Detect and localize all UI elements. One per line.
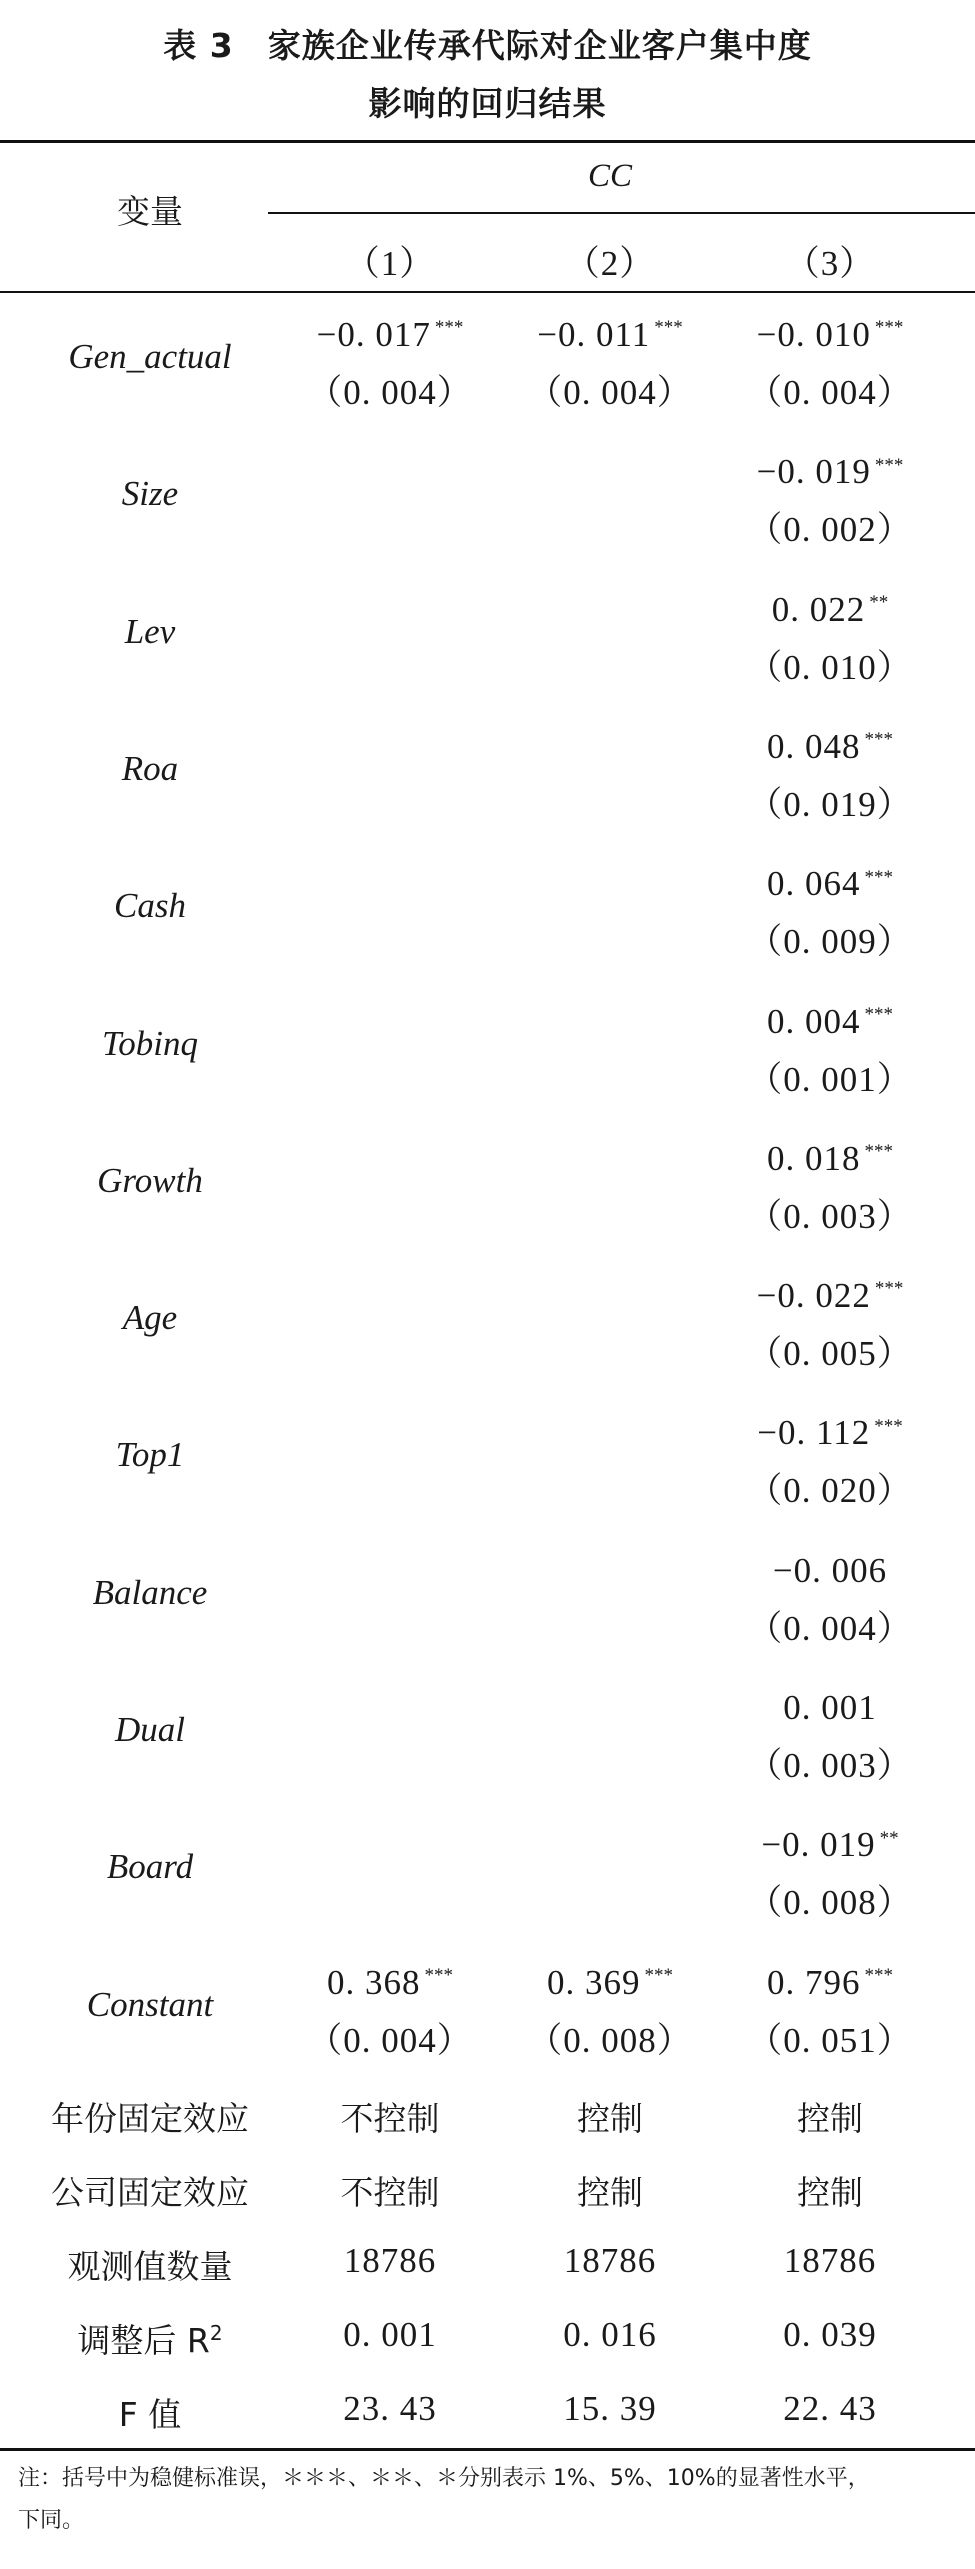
footer-row-label-text: 年份固定效应: [51, 2099, 249, 2138]
footer-row-label-text: 观测值数量: [67, 2247, 233, 2286]
table-note-line2: 下同。: [18, 2508, 85, 2533]
column-header-3: （3）: [784, 244, 876, 283]
variable-name: Constant: [86, 1984, 214, 2024]
table-note-line1: 注：括号中为稳健标准误，＊＊＊、＊＊、＊分别表示 1%、5%、10%的显著性水平，: [18, 2466, 870, 2491]
footer-value: 18786: [563, 2241, 657, 2280]
footer-value: 控制: [577, 2099, 643, 2138]
coefficient: [270, 315, 510, 355]
significance-stars: ***: [874, 1415, 903, 1437]
variable-name: Tobinq: [102, 1023, 198, 1063]
standard-error: （0. 008）: [527, 2020, 693, 2060]
significance-stars: ***: [424, 1964, 453, 1986]
footer-value: 22. 43: [783, 2389, 877, 2428]
standard-error: （0. 004）: [527, 373, 693, 412]
standard-error: （0. 020）: [747, 1471, 913, 1511]
standard-error: （0. 002）: [747, 510, 913, 550]
coefficient-value: −0. 006: [772, 1550, 888, 1590]
coefficient-value: −0. 010: [756, 315, 871, 354]
footer-row-label: [0, 2389, 300, 2436]
footer-value: 0. 016: [563, 2315, 657, 2354]
variable-name: Board: [106, 1847, 194, 1887]
coefficient: [710, 1413, 950, 1453]
header-bottom-rule: [0, 291, 975, 293]
coefficient-value: 0. 369: [547, 1962, 641, 2002]
significance-stars: **: [879, 1827, 899, 1849]
coefficient: [710, 1688, 950, 1728]
variable-name: Lev: [124, 611, 176, 651]
significance-stars: ***: [864, 1141, 893, 1163]
significance-stars: ***: [864, 729, 893, 751]
footer-row-label: [0, 2093, 300, 2140]
standard-error: （0. 008）: [747, 1883, 913, 1923]
standard-error: （0. 003）: [747, 1746, 913, 1785]
coefficient: [710, 590, 950, 630]
significance-stars: ***: [654, 317, 683, 339]
variable-name: Age: [122, 1298, 178, 1338]
coefficient: [490, 1963, 730, 2003]
footer-value: 控制: [797, 2099, 863, 2138]
column-header-1: （1）: [344, 244, 436, 283]
footer-value: 0. 001: [343, 2315, 437, 2354]
variable-name: Roa: [121, 748, 179, 788]
standard-error: （0. 004）: [307, 2020, 473, 2060]
significance-stars: **: [869, 591, 889, 613]
coefficient-value: −0. 019: [761, 1825, 876, 1865]
footer-value: 18786: [343, 2241, 437, 2280]
footer-value: 0. 039: [783, 2315, 877, 2354]
significance-stars: ***: [874, 317, 904, 339]
footer-row-label: [0, 2167, 300, 2214]
variable-name: Top1: [115, 1435, 185, 1475]
coefficient: [710, 727, 950, 767]
significance-stars: ***: [434, 317, 464, 339]
variable-name: Dual: [115, 1710, 185, 1749]
coefficient-value: 0. 064: [767, 864, 861, 904]
significance-stars: ***: [864, 1964, 893, 1986]
footer-value: 23. 43: [343, 2389, 437, 2428]
table-title-line1: 表 3 家族企业传承代际对企业客户集中度: [163, 26, 812, 65]
standard-error: （0. 009）: [747, 922, 913, 962]
variable-name: Balance: [92, 1572, 208, 1612]
coefficient: [490, 315, 730, 355]
coefficient-value: −0. 112: [757, 1413, 871, 1453]
variable-name: Growth: [97, 1160, 203, 1200]
footer-row-label-text: 调整后 R: [77, 2321, 210, 2360]
footer-value: 控制: [797, 2173, 863, 2212]
footer-value: 15. 39: [563, 2389, 657, 2428]
coefficient: [710, 1276, 950, 1316]
header-mid-rule: [268, 212, 975, 214]
coefficient-value: 0. 048: [767, 726, 861, 766]
coefficient-value: 0. 018: [767, 1138, 861, 1178]
superscript: 2: [209, 2321, 223, 2345]
standard-error: （0. 004）: [747, 1608, 913, 1648]
standard-error: （0. 004）: [307, 373, 473, 412]
coefficient-value: 0. 796: [767, 1962, 861, 2002]
standard-error: （0. 051）: [747, 2020, 913, 2060]
significance-stars: ***: [874, 1278, 904, 1300]
footer-row-label: [0, 2241, 300, 2288]
footer-row-label-text: 公司固定效应: [51, 2173, 249, 2212]
footer-row-label: [0, 2315, 300, 2362]
coefficient: [710, 452, 950, 492]
footer-value: 18786: [783, 2241, 877, 2280]
coefficient: [710, 1002, 950, 1042]
coefficient: [270, 1963, 510, 2003]
variable-name: Cash: [114, 886, 186, 926]
coefficient-value: −0. 019: [756, 452, 871, 492]
coefficient-value: 0. 022: [771, 589, 866, 629]
coefficient: [710, 1139, 950, 1179]
footer-value: 不控制: [340, 2099, 440, 2138]
coefficient-value: 0. 368: [327, 1962, 421, 2002]
significance-stars: ***: [644, 1964, 673, 1986]
standard-error: （0. 001）: [747, 1059, 913, 1099]
standard-error: （0. 010）: [747, 647, 913, 687]
coefficient-value: −0. 011: [537, 315, 651, 354]
standard-error: （0. 004）: [747, 373, 913, 412]
coefficient: [710, 1551, 950, 1591]
coefficient-value: −0. 022: [756, 1276, 871, 1316]
significance-stars: ***: [864, 1003, 893, 1025]
standard-error: （0. 005）: [747, 1334, 913, 1374]
footer-row-label-text: F 值: [118, 2395, 182, 2434]
coefficient: [710, 864, 950, 904]
top-rule: [0, 140, 975, 143]
footer-value: 控制: [577, 2173, 643, 2212]
variable-name: Gen_actual: [68, 337, 232, 376]
standard-error: （0. 003）: [747, 1196, 913, 1236]
significance-stars: ***: [864, 866, 893, 888]
significance-stars: ***: [874, 454, 904, 476]
coefficient: [710, 315, 950, 355]
bottom-rule: [0, 2448, 975, 2451]
coefficient: [710, 1963, 950, 2003]
variable-header: 变量: [117, 192, 183, 231]
table-title-line2: 影响的回归结果: [368, 84, 607, 123]
coefficient-value: −0. 017: [316, 315, 431, 354]
coefficient: [710, 1825, 950, 1865]
footer-value: 不控制: [340, 2173, 440, 2212]
standard-error: （0. 019）: [747, 784, 913, 824]
column-header-2: （2）: [564, 244, 656, 283]
coefficient-value: 0. 001: [783, 1688, 877, 1727]
variable-name: Size: [121, 474, 179, 514]
coefficient-value: 0. 004: [767, 1001, 861, 1041]
dependent-variable-header: CC: [587, 158, 633, 194]
